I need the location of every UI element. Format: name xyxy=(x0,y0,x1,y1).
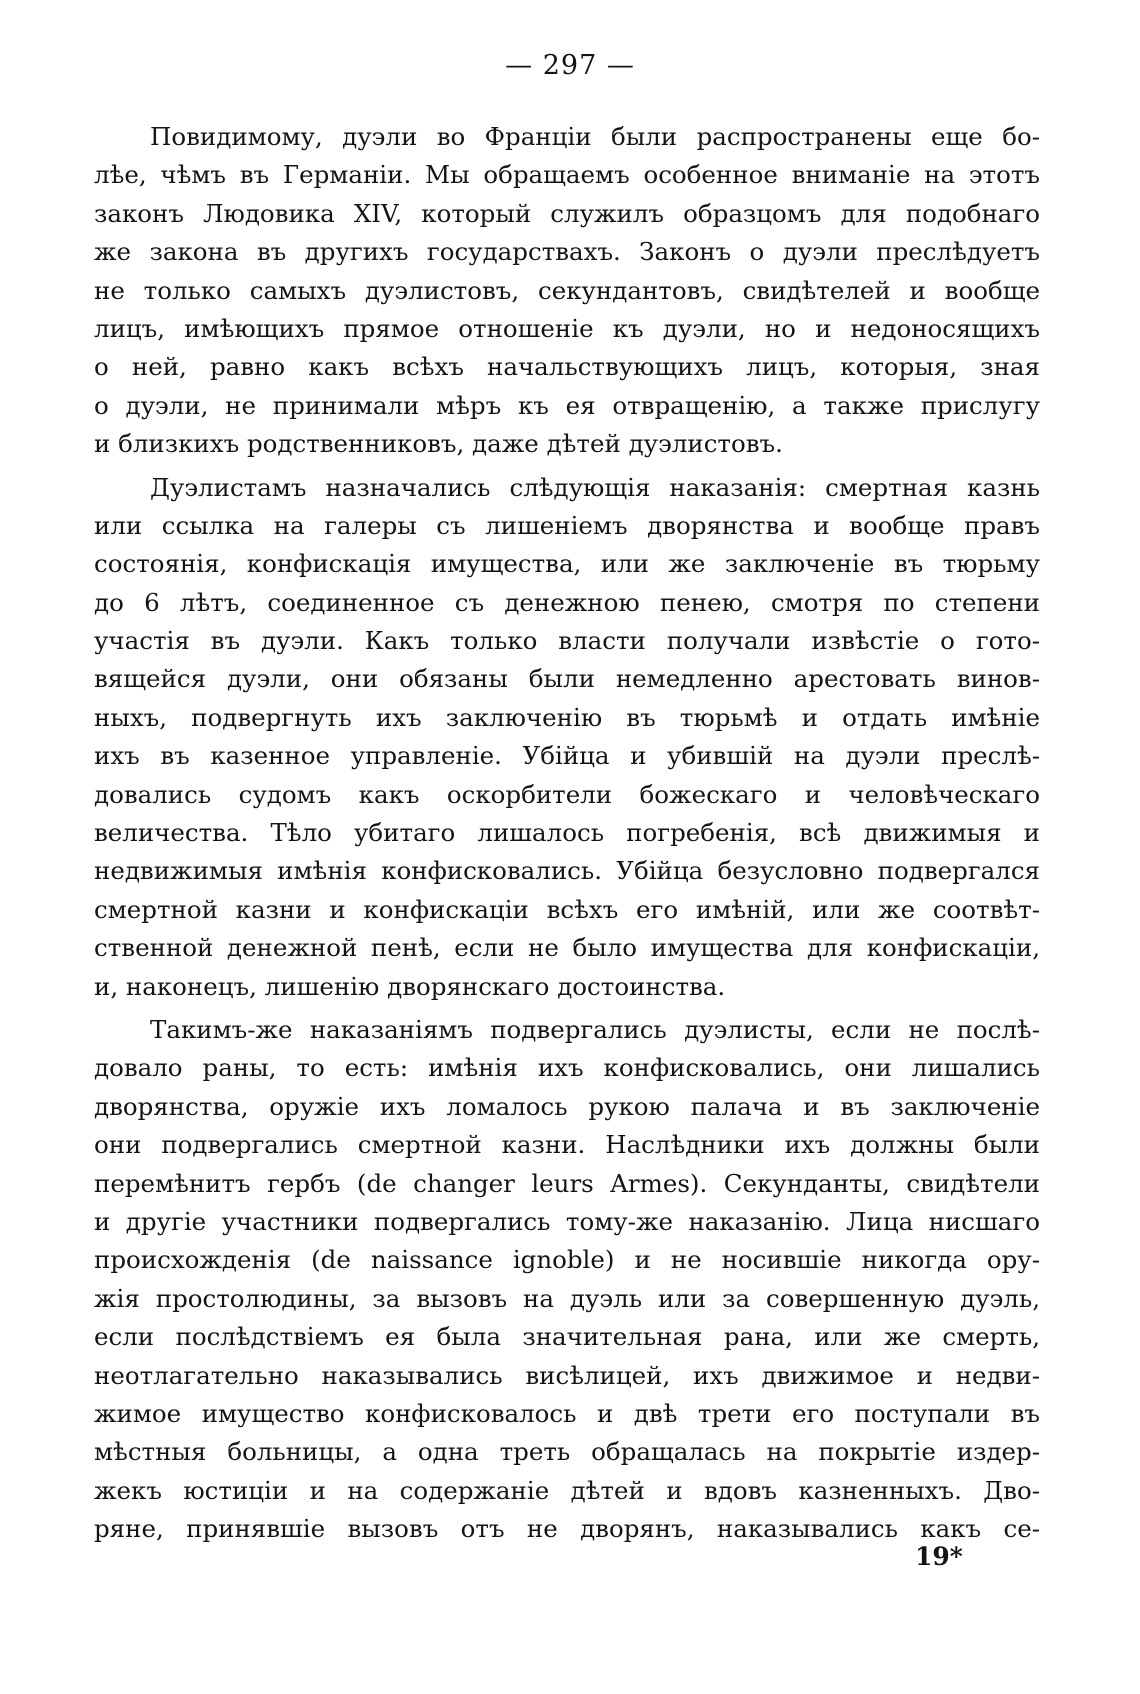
text-line: происхожденія (de naissance ignoble) и не носившіе никогда ору- xyxy=(94,1245,1040,1275)
text-line: ихъ въ казенное управленіе. Убійца и убившій на дуэли преслѣ- xyxy=(94,741,1040,771)
text-line: же закона въ другихъ государствахъ. Законъ о дуэли преслѣдуетъ xyxy=(94,237,1040,267)
text-line: ственной денежной пенѣ, если не было имущества для конфискаціи, xyxy=(94,933,1040,963)
text-line: жекъ юстиціи и на содержаніе дѣтей и вдовъ казненныхъ. Дво- xyxy=(94,1475,1040,1505)
text-line: неотлагательно наказывались висѣлицей, ихъ движимое и недви- xyxy=(94,1360,1040,1390)
text-line: смертной казни и конфискаціи всѣхъ его имѣній, или же соотвѣт- xyxy=(94,894,1040,924)
text-line: довались судомъ какъ оскорбители божескаго и человѣческаго xyxy=(94,779,1040,809)
text-line: лицъ, имѣющихъ прямое отношеніе къ дуэли, но и недоносящихъ xyxy=(94,313,1040,343)
text-line: перемѣнитъ гербъ (de changer leurs Armes). Секунданты, свидѣтели xyxy=(94,1168,1040,1198)
text-line: законъ Людовика XIV, который служилъ образцомъ для подобнаго xyxy=(94,198,1040,228)
paragraph-3 xyxy=(94,1011,1040,1548)
text-line: до 6 лѣтъ, соединенное съ денежною пенею, смотря по степени xyxy=(94,587,1040,617)
page-number: — 297 — xyxy=(505,50,635,81)
text-line: лѣе, чѣмъ въ Германіи. Мы обращаемъ особенное вниманіе на этотъ xyxy=(94,160,1040,190)
text-line: и близкихъ родственниковъ, даже дѣтей дуэлистовъ. xyxy=(94,429,783,459)
text-line: жія простолюдины, за вызовъ на дуэль или за совершенную дуэль, xyxy=(94,1283,1040,1313)
paragraph-1 xyxy=(94,118,1040,464)
text-line: величества. Тѣло убитаго лишалось погребенія, всѣ движимыя и xyxy=(94,818,1040,848)
text-line: если послѣдствіемъ ея была значительная рана, или же смерть, xyxy=(94,1322,1040,1352)
text-line: участія въ дуэли. Какъ только власти получали извѣстіе о гото- xyxy=(94,626,1040,656)
text-line: ныхъ, подвергнуть ихъ заключенію въ тюрьмѣ и отдать имѣніе xyxy=(94,702,1040,732)
text-line: о дуэли, не принимали мѣръ къ ея отвращенію, а также прислугу xyxy=(94,390,1040,420)
paragraph-2 xyxy=(94,469,1040,1006)
text-line: они подвергались смертной казни. Наслѣдники ихъ должны были xyxy=(94,1130,1040,1160)
text-line: ряне, принявшіе вызовъ отъ не дворянъ, наказывались какъ се- xyxy=(94,1514,1040,1544)
body-text xyxy=(94,118,1040,1553)
text-line: довало раны, то есть: имѣнія ихъ конфисковались, они лишались xyxy=(94,1053,1040,1083)
text-line: не только самыхъ дуэлистовъ, секундантовъ, свидѣтелей и вообще xyxy=(94,275,1040,305)
text-line: Дуэлистамъ назначались слѣдующія наказанія: смертная казнь xyxy=(150,472,1040,502)
text-line: о ней, равно какъ всѣхъ начальствующихъ лицъ, которыя, зная xyxy=(94,352,1040,382)
text-line: состоянія, конфискація имущества, или же заключеніе въ тюрьму xyxy=(94,549,1040,579)
text-line: недвижимыя имѣнія конфисковались. Убійца безусловно подвергался xyxy=(94,856,1040,886)
text-line: или ссылка на галеры съ лишеніемъ дворянства и вообще правъ xyxy=(94,510,1040,540)
text-line: Такимъ-же наказаніямъ подвергались дуэлисты, если не послѣ- xyxy=(150,1014,1040,1044)
text-line: и другіе участники подвергались тому-же наказанію. Лица нисшаго xyxy=(94,1206,1040,1236)
text-line: мѣстныя больницы, а одна треть обращалась на покрытіе издер- xyxy=(94,1437,1040,1467)
text-line: и, наконецъ, лишенію дворянскаго достоинства. xyxy=(94,971,726,1001)
text-line: жимое имущество конфисковалось и двѣ трети его поступали въ xyxy=(94,1398,1040,1428)
text-line: Повидимому, дуэли во Франціи были распространены еще бо- xyxy=(150,122,1040,151)
text-line: вящейся дуэли, они обязаны были немедленно арестовать винов- xyxy=(94,664,1040,694)
signature-mark: 19* xyxy=(915,1542,963,1571)
text-line: дворянства, оружіе ихъ ломалось рукою палача и въ заключеніе xyxy=(94,1091,1040,1121)
